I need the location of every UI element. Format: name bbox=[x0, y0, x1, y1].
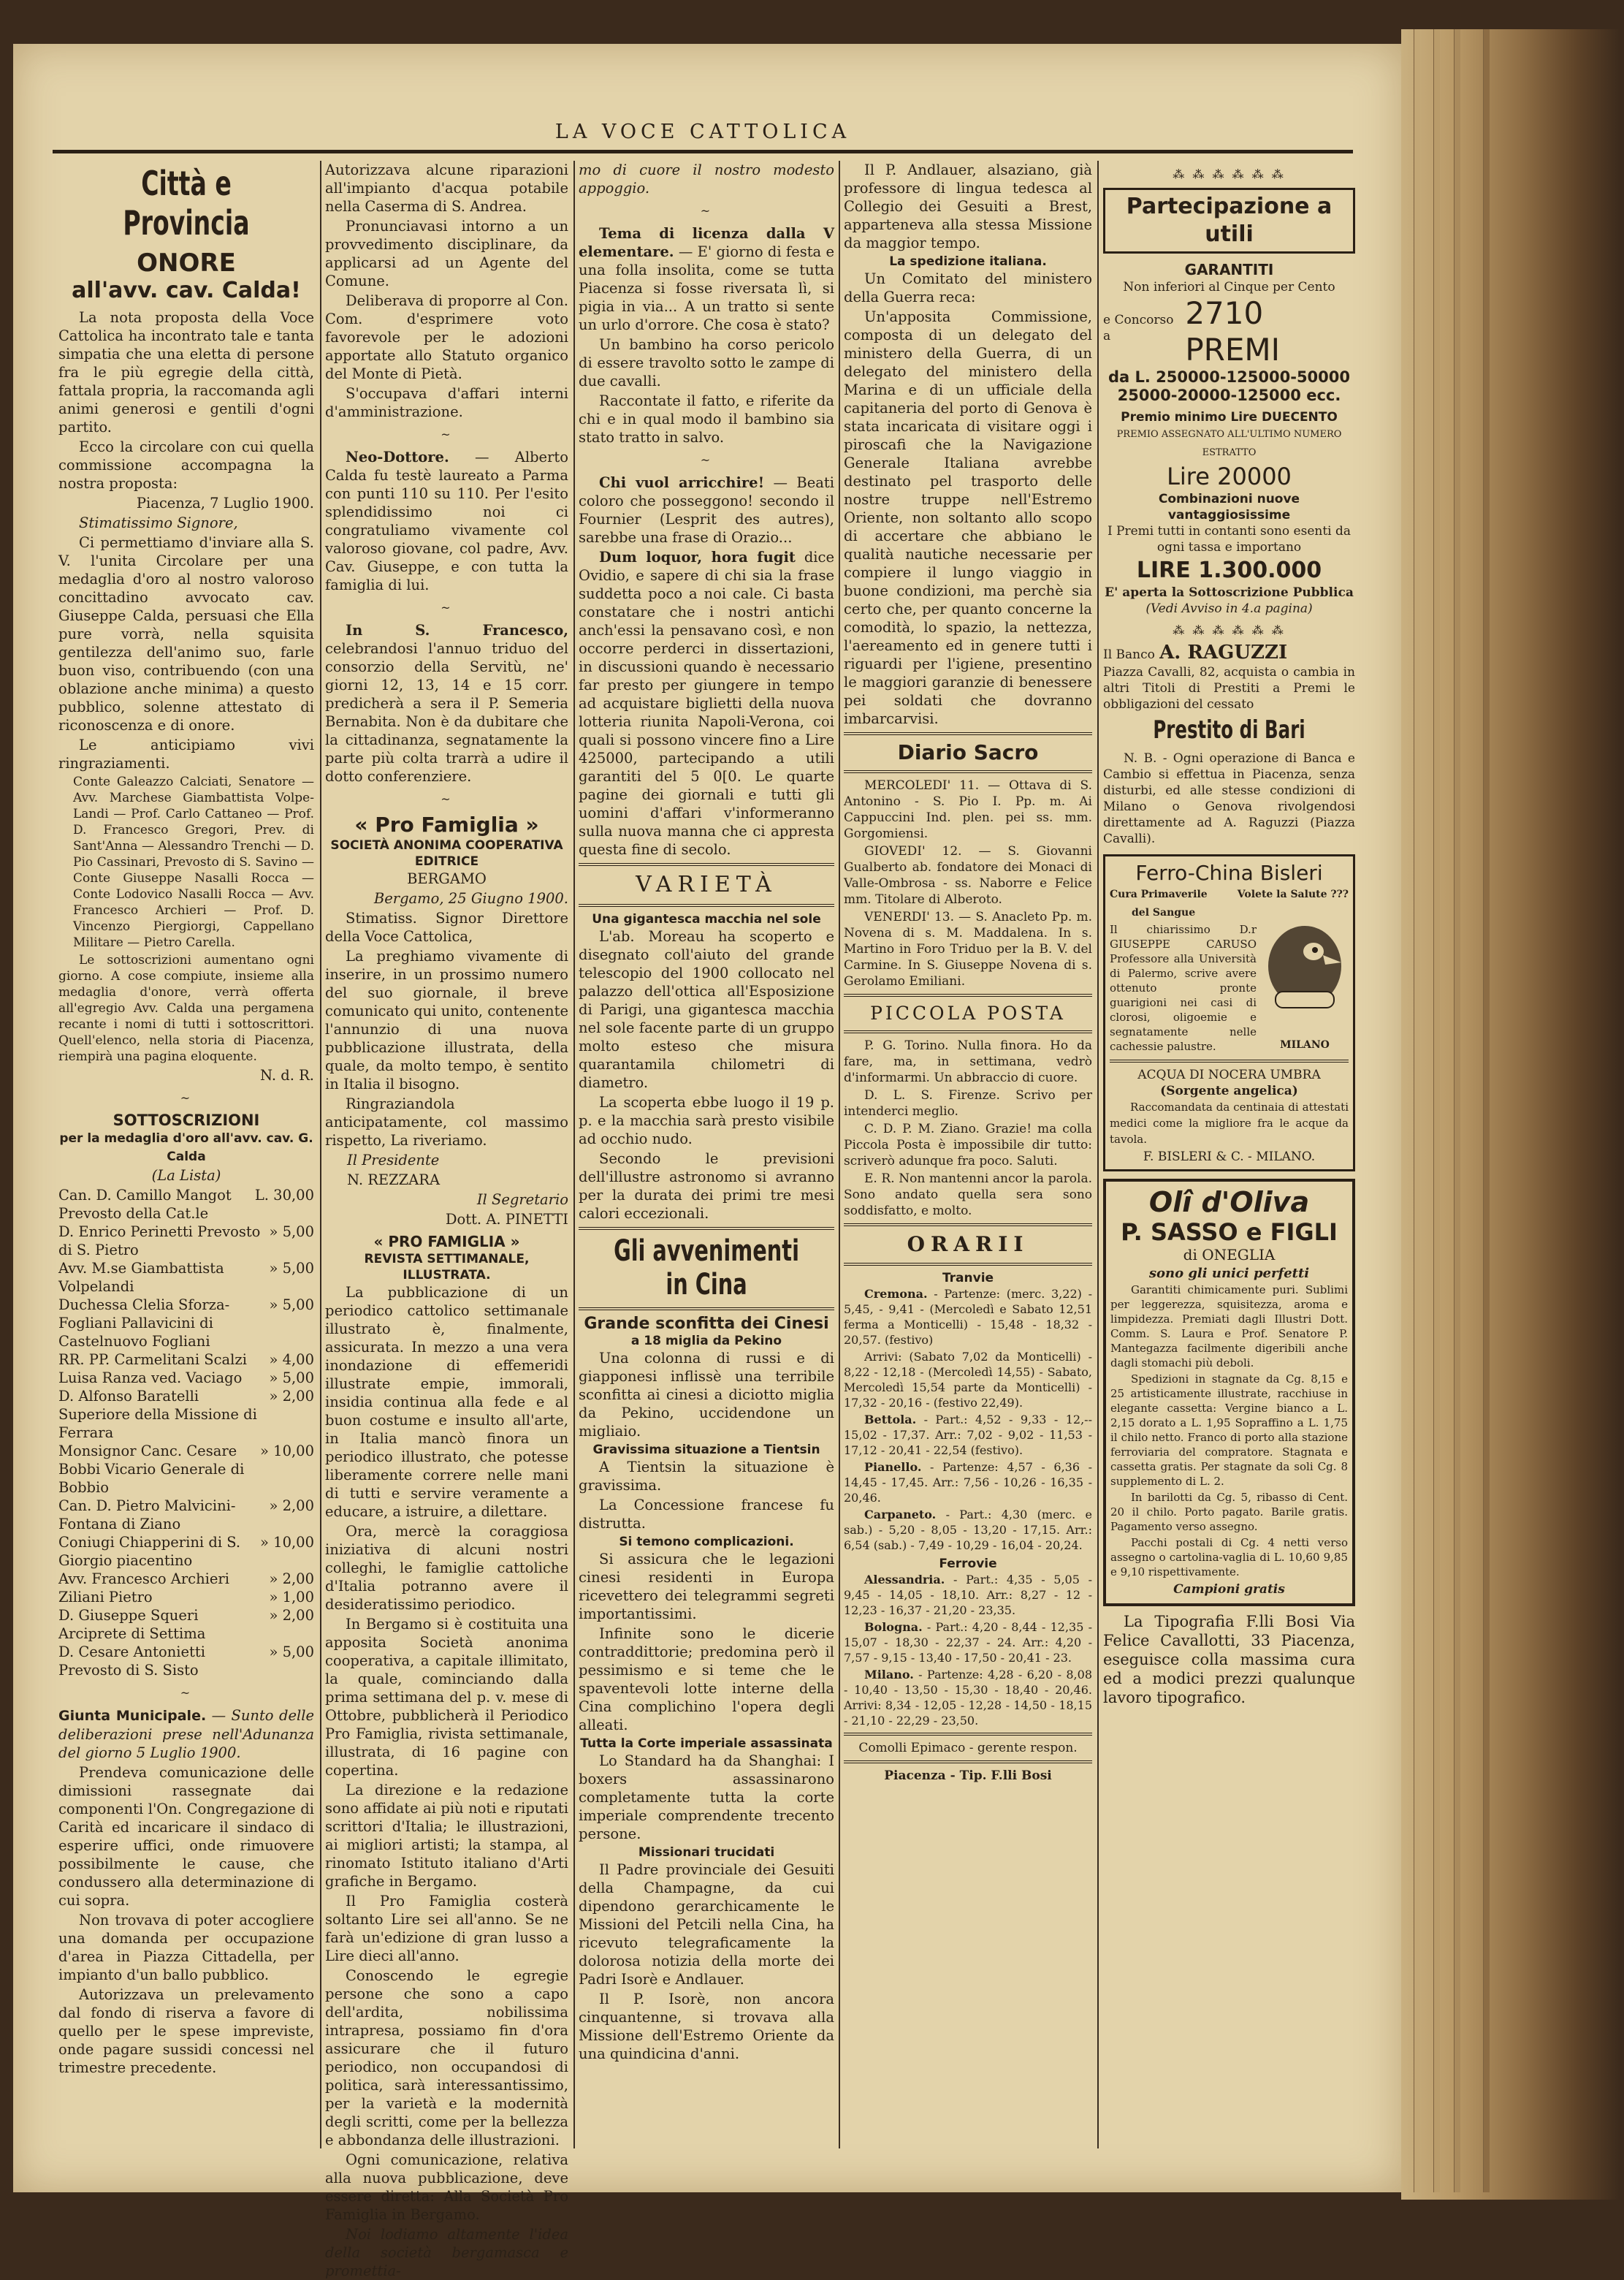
divider: ~ bbox=[441, 428, 453, 441]
concorso-row bbox=[1103, 295, 1355, 368]
premi-amounts: da L. 250000-125000-50000 bbox=[1108, 368, 1351, 386]
sangue-label: del Sangue bbox=[1132, 907, 1196, 919]
tientsin-title: Gravissima situazione a Tientsin bbox=[592, 1443, 820, 1457]
paragraph: Il P. Andlauer, alsaziano, già professore di lingua tedesca al Collegio dei Gesuiti a Brest, apparteneva alla stessa Missione da maggior tempo. bbox=[844, 162, 1092, 251]
president-label: Il Presidente bbox=[347, 1152, 440, 1168]
timetable-place: Cremona. bbox=[864, 1287, 928, 1301]
non-inferiori: Non inferiori al Cinque per Cento bbox=[1123, 280, 1335, 294]
subscription-amount: » 2,00 bbox=[269, 1388, 314, 1405]
timetable-place: Bettola. bbox=[864, 1413, 917, 1426]
divider: ~ bbox=[700, 453, 713, 467]
timetable-times: - Part.: 4,35 - 5,05 - 9,45 - 14,05 - 18,10. Arr.: 8,27 - 12 - 12,23 - 16,37 - 21,20 - 23,35. bbox=[844, 1573, 1092, 1617]
subscription-amount: » 2,00 bbox=[269, 1607, 314, 1624]
tema-title: Tema di licenza dalla V elementare. bbox=[579, 225, 834, 260]
raguzzi-text: Piazza Cavalli, 82, acquista o cambia in altri Titoli di Prestiti a Premi le obbligazioni del cessato bbox=[1103, 665, 1355, 712]
subscription-amount: » 5,00 bbox=[269, 1644, 314, 1660]
rule bbox=[579, 863, 834, 866]
column-separator bbox=[573, 161, 575, 2148]
subscription-row bbox=[58, 1497, 314, 1533]
giunta-title: Giunta Municipale. bbox=[58, 1708, 207, 1724]
subscription-amount: » 5,00 bbox=[269, 1296, 314, 1313]
onore-subtitle: all'avv. cav. Calda! bbox=[72, 278, 301, 303]
dum-loquor-title: Dum loquor, hora fugit bbox=[599, 549, 796, 566]
timetable-times: - Partenze: (merc. 3,22) - 5,45, - 9,41 - (Mercoledì e Sabato 12,51 ferma a Monticelli) - 15,48 - 18,32 - 20,57. (festivo) bbox=[844, 1287, 1092, 1347]
signature: N. d. R. bbox=[260, 1067, 314, 1084]
subscription-row bbox=[58, 1643, 314, 1679]
paragraph: Le sottoscrizioni aumentano ogni giorno. A cose compiute, insieme alla medaglia d'onore, verrà offerta all'egregio Avv. Calda una pergamena recante i nomi di tutti i sottoscrittori. Quell'elenco, nella storia di Piacenza, riempirà una pagina eloquente. bbox=[58, 953, 314, 1064]
bisleri-ad bbox=[1103, 854, 1355, 1171]
oneglia: di ONEGLIA bbox=[1183, 1246, 1276, 1264]
complicazioni-title: Si temono complicazioni. bbox=[619, 1535, 794, 1549]
premio-minimo: Premio minimo Lire DUECENTO bbox=[1121, 410, 1338, 425]
perfetti: sono gli unici perfetti bbox=[1148, 1266, 1310, 1281]
masthead: LA VOCE CATTOLICA bbox=[554, 121, 851, 143]
subscription-amount: L. 30,00 bbox=[254, 1187, 314, 1204]
premio-ultimo: PREMIO ASSEGNATO ALL'ULTIMO NUMERO ESTRATTO bbox=[1116, 429, 1342, 458]
timetable-entry bbox=[844, 1667, 1092, 1728]
diario-title: Diario Sacro bbox=[897, 740, 1039, 764]
subscription-row bbox=[58, 1186, 314, 1223]
partecipazione-title: Partecipazione a utili bbox=[1103, 188, 1355, 254]
paragraph: Prendeva comunicazione delle dimissioni rassegnate dai componenti l'On. Congregazione di Carità ed incaricare il sindaco di esperire uffici, onde rimuovere possibilmente le cause, che condussero alla determinazione di cui sopra. bbox=[58, 1764, 314, 1909]
header-rule bbox=[53, 150, 1353, 153]
subscription-row bbox=[58, 1296, 314, 1350]
subscription-row bbox=[58, 1223, 314, 1259]
subscriber-name: D. Cesare Antonietti Prevosto di S. Sisto bbox=[58, 1644, 205, 1679]
nocera-signature: F. BISLERI & C. - MILANO. bbox=[1143, 1150, 1316, 1164]
tipografia-ad: La Tipografia F.lli Bosi Via Felice Cavallotti, 33 Piacenza, eseguisce colla massima cura ed a modici prezzi qualunque lavoro tipografico. bbox=[1103, 1613, 1355, 1706]
pro-famiglia-subtitle: SOCIETÀ ANONIMA COOPERATIVA EDITRICE bbox=[330, 838, 563, 869]
subscriber-name: D. Alfonso Baratelli Superiore della Missione di Ferrara bbox=[58, 1388, 257, 1441]
timetable-times: - Partenze: 4,57 - 6,36 - 14,45 - 17,45. Arr.: 7,56 - 10,26 - 16,35 - 20,46. bbox=[844, 1460, 1093, 1505]
nota-bene: N. B. - Ogni operazione di Banca e Cambio si effettua in Piacenza, senza disturbi, ed alle stesse condizioni di Milano o Genova rivolgendosi direttamente ad A. Raguzzi (Piazza Cavalli). bbox=[1103, 751, 1355, 846]
prestito-bari: Prestito di Bari bbox=[1153, 715, 1305, 745]
subscription-amount: » 10,00 bbox=[260, 1534, 314, 1551]
gerente: Comolli Epimaco - gerente respon. bbox=[858, 1741, 1078, 1755]
column-2 bbox=[325, 161, 568, 2279]
printer: Piacenza - Tip. F.lli Bosi bbox=[884, 1768, 1052, 1783]
paragraph: Ora, mercè la coraggiosa iniziativa di alcuni nostri colleghi, le famiglie cattoliche d'Italia potranno avere il desideratissimo periodico. bbox=[325, 1523, 568, 1613]
giunta-subtitle: — Sunto delle deliberazioni prese nell'Adunanza del giorno 5 Luglio 1900. bbox=[58, 1707, 314, 1761]
subscriber-name: Luisa Ranza ved. Vaciago bbox=[58, 1369, 243, 1386]
paragraph: L'ab. Moreau ha scoperto e disegnato coll'aiuto del grande telescopio del 1900 collocato nel palazzo dell'ottica all'Esposizione di Parigi, una gigantesca macchia nel sole facente parte di un gruppo molto esteso che misura quarantamila chilometri di diametro. bbox=[579, 928, 834, 1091]
milano-label: MILANO bbox=[1280, 1039, 1330, 1051]
rule bbox=[844, 1223, 1092, 1226]
timetable-times: - Part.: 4,52 - 9,33 - 12,-- 15,02 - 17,37. Arr.: 7,02 - 9,02 - 11,53 - 17,12 - 20,41 - 22,54 (festivo). bbox=[844, 1413, 1092, 1457]
paragraph: La Concessione francese fu distrutta. bbox=[579, 1497, 834, 1532]
divider: ~ bbox=[441, 792, 453, 806]
subscriber-name: Avv. M.se Giambattista Volpelandi bbox=[58, 1260, 224, 1295]
tranvie-list bbox=[844, 1286, 1092, 1553]
subscription-row bbox=[58, 1606, 314, 1643]
column-separator bbox=[1097, 161, 1099, 2148]
subscriber-name: Avv. Francesco Archieri bbox=[58, 1570, 229, 1587]
neo-title: Neo-Dottore. bbox=[346, 449, 449, 466]
posta-title: PICCOLA POSTA bbox=[870, 1003, 1066, 1024]
corte-title: Tutta la Corte imperiale assassinata bbox=[580, 1736, 833, 1751]
paragraph: Deliberava di proporre al Con. Com. d'esprimere voto favorevole per le adozioni apportate allo Statuto organico del Monte di Pietà. bbox=[325, 292, 568, 382]
letter-date: Piacenza, 7 Luglio 1900. bbox=[136, 495, 314, 512]
nocera-subtitle: (Sorgente angelica) bbox=[1160, 1084, 1298, 1098]
sottoscrizione: E' aperta la Sottoscrizione Pubblica bbox=[1105, 585, 1354, 600]
subscriptions-list-label: (La Lista) bbox=[151, 1167, 221, 1184]
ferrovie-list bbox=[844, 1572, 1092, 1728]
premi-text: I Premi tutti in contanti sono esenti da ogni tassa e importano bbox=[1107, 524, 1352, 555]
subscriber-name: Coniugi Chiapperini di S. Giorgio piacentino bbox=[58, 1534, 241, 1569]
divider: ~ bbox=[180, 1091, 193, 1105]
subscription-amount: » 5,00 bbox=[269, 1369, 314, 1386]
onore-title: ONORE bbox=[137, 248, 236, 278]
column-3 bbox=[579, 161, 834, 2148]
raguzzi-name: A. RAGUZZI bbox=[1159, 642, 1288, 664]
subscriber-name: D. Giuseppe Squeri Arciprete di Settima bbox=[58, 1607, 206, 1642]
timetable-entry bbox=[844, 1459, 1092, 1505]
subscription-amount: » 10,00 bbox=[260, 1443, 314, 1459]
timetable-times: Arrivi: (Sabato 7,02 da Monticelli) - 8,22 - 12,18 - (Mercoledì 14,55) - Sabato, Mercoledì 15,54 parte da Monticelli) - 17,32 - 20,16 - (festivo 22,49). bbox=[844, 1350, 1092, 1410]
nocera-text: Raccomandata da centinaia di attestati medici come la migliore fra le acque da tavola. bbox=[1110, 1101, 1349, 1146]
pro-famiglia-title-2: « PRO FAMIGLIA » bbox=[373, 1233, 520, 1250]
missionari-title: Missionari trucidati bbox=[638, 1845, 775, 1860]
olio-ad bbox=[1103, 1179, 1355, 1606]
subscription-row bbox=[58, 1588, 314, 1606]
secretary-name: Dott. A. PINETTI bbox=[445, 1211, 568, 1228]
olio-text: Spedizioni in stagnate da Cg. 8,15 e 25 artisticamente illustrate, racchiuse in elegante cassetta: Vergine bianco a L. 2,15 dorato a L. 1,95 Sopraffino a L. 1,75 il chilo netto. Franco di porto alla stazione ferroviaria del compratore. Stagnata e cassetta gratis. Per stagnate da soli Cg. 8 supplemento di L. 2. bbox=[1110, 1372, 1348, 1488]
pro-famiglia-subtitle-2: REVISTA SETTIMANALE, ILLUSTRATA. bbox=[364, 1252, 530, 1282]
posta-entry: E. R. Non mantenni ancor la parola. Sono andato quella sera sono soddisfatto, e molto. bbox=[844, 1171, 1092, 1218]
paragraph: Ogni comunicazione, relativa alla nuova pubblicazione, deve essere diretta: Alla Società Pro Famiglia in Bergamo. bbox=[325, 2151, 568, 2223]
orari-title: ORARII bbox=[907, 1232, 1029, 1256]
paragraph: Non trovava di poter accogliere una domanda per occupazione d'area in Piazza Cittadella, per impianto d'un ballo pubblico. bbox=[58, 1912, 314, 1983]
subscription-row bbox=[58, 1369, 314, 1387]
timetable-entry bbox=[844, 1286, 1092, 1348]
subscriber-name: Can. D. Camillo Mangot Prevosto della Cat.le bbox=[58, 1187, 232, 1222]
column-separator bbox=[320, 161, 321, 2148]
tema-text: — E' giorno di festa e una folla insolita, come se tutta Piacenza si fosse riversata lì, si pigia in via... A un tratto si sente un urlo d'orrore. Che cosa è stato? bbox=[579, 243, 834, 333]
tranvie-title: Tranvie bbox=[942, 1271, 994, 1285]
diario-entry: MERCOLEDI' 11. — Ottava di S. Antonino - S. Pio I. Pp. m. Ai Cappuccini Ind. plen. pei ss. mm. Gorgomiensi. bbox=[844, 778, 1092, 841]
olio-text: In barilotti da Cg. 5, ribasso di Cent. 20 il chilo. Porto pagato. Barile gratis. Pagamento verso assegno. bbox=[1110, 1491, 1348, 1533]
diario-entry: GIOVEDI' 12. — S. Giovanni Gualberto ab. fondatore dei Monaci di Valle-Ombrosa - ss. Naborre e Felice mm. Titolare di Alberoto. bbox=[844, 844, 1092, 907]
rule bbox=[844, 1760, 1092, 1763]
rule bbox=[844, 1733, 1092, 1736]
president-name: N. REZZARA bbox=[347, 1171, 441, 1188]
paragraph: La scoperta ebbe luogo il 19 p. p. e la macchia sarà presto visibile ad occhio nudo. bbox=[579, 1094, 834, 1147]
ornament: ⁂ ⁂ ⁂ ⁂ ⁂ ⁂ bbox=[1173, 167, 1286, 181]
timetable-times: - Partenze: 4,28 - 6,20 - 8,08 - 10,40 - 13,50 - 15,30 - 18,40 - 20,46. Arrivi: 8,34 - 12,05 - 12,28 - 14,50 - 18,15 - 21,10 - 22,29 - 23,50. bbox=[844, 1668, 1092, 1728]
rule bbox=[579, 1227, 834, 1230]
rule bbox=[844, 770, 1092, 773]
secretary-label: Il Segretario bbox=[476, 1191, 568, 1208]
rule bbox=[844, 994, 1092, 997]
posta-entry: D. L. S. Firenze. Scrivo per intenderci meglio. bbox=[844, 1088, 1092, 1119]
spedizione-title: La spedizione italiana. bbox=[889, 254, 1047, 269]
ferrovie-title: Ferrovie bbox=[939, 1557, 997, 1571]
column-4 bbox=[844, 161, 1092, 2148]
cina-title: Gli avvenimenti in Cina bbox=[614, 1234, 799, 1302]
paragraph: Il Padre provinciale dei Gesuiti della Champagne, da cui dipendono gerarchicamente le Missioni del Petcili nella Cina, ha ricevuto telegraficamente la dolorosa notizia della morte dei Padri Isorè e Andlauer. bbox=[579, 1861, 834, 1988]
subscriptions-subtitle: per la medaglia d'oro all'avv. cav. G. Calda bbox=[59, 1131, 313, 1164]
garantiti: GARANTITI bbox=[1184, 261, 1274, 278]
rule bbox=[844, 732, 1092, 735]
timetable-times: - Part.: 4,20 - 8,44 - 12,35 - 15,07 - 18,30 - 22,37 - 24. Arr.: 4,20 - 7,57 - 9,15 - 13,40 - 17,50 - 20,41 - 23. bbox=[844, 1620, 1092, 1665]
paragraph: Si assicura che le legazioni cinesi residenti in Europa ricevettero dei telegrammi segreti importantissimi. bbox=[579, 1551, 834, 1622]
rule bbox=[579, 904, 834, 907]
paragraph: La pubblicazione di un periodico cattolico settimanale illustrato è, finalmente, assicurata. In mezzo a una vera inondazione di effemeridi illustrate empie, immorali, insidia continua alla fede e al buon costume e insulto all'arte, in Italia mancò finora un periodico illustrato, che potesse liberamente correre nelle mani di tutti e servire veramente a educare, a istruire, a dilettare. bbox=[325, 1284, 568, 1520]
paragraph: La direzione e la redazione sono affidate ai più noti e riputati scrittori d'Italia; le illustrazioni, ai migliori artisti; la stampa, al rinomato Istituto italiano d'Arti grafiche in Bergamo. bbox=[325, 1782, 568, 1890]
gigantesca-title: Una gigantesca macchia nel sole bbox=[592, 912, 821, 927]
paragraph: Un'apposita Commissione, composta di un delegato del ministero della Guerra, di un delegato del ministero della Marina e di un ufficiale della capitaneria del porto di Genova è stata incaricata di visitare oggi i piroscafi che la Navigazione Generale Italiana avrebbe destinato pel trasporto delle nostre truppe nell'Estremo Oriente, non soltanto allo scopo di accertare che abbiano le qualità nautiche necessarie per compiere il lungo viaggio in buone condizioni, ma perchè sia certo che, per quanto concerne la comodità, lo spazio, la nettezza, l'aereamento ed in genere tutti i riguardi per l'igiene, presentino le maggiori garanzie di benessere pei soldati che dovranno imbarcarvisi. bbox=[844, 308, 1092, 727]
paragraph: Autorizzava un prelevamento dal fondo di riserva a favore di quello per le spese impreviste, onde pagare sussidi concessi nel trimestre precedente. bbox=[58, 1986, 314, 2076]
subscription-amount: » 4,00 bbox=[269, 1351, 314, 1368]
committee-list: Conte Galeazzo Calciati, Senatore — Avv. Marchese Giambattista Volpe-Landi — Prof. Carlo Cattaneo — Prof. D. Francesco Gregori, Prev. di Sant'Anna — Alessandro Trenchi — D. Pio Cassinari, Prevosto di S. Savino — Conte Giuseppe Nasalli Rocca — Conte Lodovico Nasalli Rocca — Avv. Francesco Archieri — Prof. D. Vincenzo Piergiorgi, Cappellano Militare — Pietro Carella. bbox=[73, 775, 314, 950]
diario-entry: VENERDI' 13. — S. Anacleto Pp. m. Novena di s. M. Maddalena. In s. Martino in Foro Triduo per la B. V. del Carmine. In S. Giuseppe Novena di s. Gerolamo Emiliani. bbox=[844, 910, 1092, 989]
banco-label: Il Banco bbox=[1103, 647, 1155, 662]
page-edge bbox=[1483, 29, 1490, 2192]
column-5-ads bbox=[1103, 161, 1355, 2148]
campioni: Campioni gratis bbox=[1173, 1582, 1285, 1597]
section-title: Città e Provincia bbox=[123, 164, 250, 243]
combinazioni: Combinazioni nuove vantaggiosissime bbox=[1158, 492, 1300, 522]
page-edge bbox=[1454, 29, 1460, 2192]
paragraph: A Tientsin la situazione è gravissima. bbox=[579, 1459, 834, 1494]
timetable-entry bbox=[844, 1349, 1092, 1410]
subscription-row bbox=[58, 1533, 314, 1570]
premi-amounts-2: 25000-20000-125000 ecc. bbox=[1117, 387, 1341, 404]
neo-text: — Alberto Calda fu testè laureato a Parma con punti 110 su 110. Per l'esito splendidissimo noi ci congratuliamo vivamente col valoroso giovane, col padre, Avv. Cav. Giuseppe, e con tutta la famiglia di lui. bbox=[325, 449, 568, 593]
eagle-emblem-icon bbox=[1261, 922, 1349, 1032]
pro-famiglia-title: « Pro Famiglia » bbox=[354, 813, 539, 837]
timetable-entry bbox=[844, 1572, 1092, 1618]
vedi-avviso: (Vedi Avviso in 4.a pagina) bbox=[1145, 601, 1313, 616]
posta-entry: P. G. Torino. Nulla finora. Ho da fare, ma, in settimana, vedrò d'informarmi. Un abbraccio di cuore. bbox=[844, 1038, 1092, 1085]
paragraph: Raccontate il fatto, e riferite da chi e in qual modo il bambino sia stato tratto in salvo. bbox=[579, 392, 834, 446]
divider: ~ bbox=[700, 204, 713, 218]
paragraph: La preghiamo vivamente di inserire, in un prossimo numero del suo giornale, il breve comunicato qui unito, contenente l'annunzio di una nuova pubblicazione illustrata, della quale, da molto tempo, è sentito in Italia il bisogno. bbox=[325, 948, 568, 1092]
sconfitta-title: Grande sconfitta dei Cinesi bbox=[584, 1315, 829, 1333]
subscriptions-title: SOTTOSCRIZIONI bbox=[113, 1112, 260, 1129]
timetable-entry bbox=[844, 1507, 1092, 1553]
paragraph: mo di cuore il nostro modesto appoggio. bbox=[579, 162, 834, 197]
paragraph: Il P. Isorè, non ancora cinquantenne, si trovava alla Missione dell'Estremo Oriente da una quindicina d'anni. bbox=[579, 1991, 834, 2062]
premi-count: 2710 PREMI bbox=[1185, 295, 1280, 368]
olio-text: Pacchi postali di Cg. 4 netti verso assegno o cartolina-vaglia di L. 10,60 9,85 e 9,10 rispettivamente. bbox=[1110, 1536, 1348, 1578]
paragraph: Ringraziandola anticipatamente, col massimo rispetto, La riveriamo. bbox=[325, 1095, 568, 1149]
subscription-amount: » 2,00 bbox=[269, 1570, 314, 1587]
concorso-label: e Concorso a bbox=[1103, 313, 1174, 343]
subscription-row bbox=[58, 1387, 314, 1442]
paragraph: Ci permettiamo d'inviare alla S. V. l'unita Circolare per una medaglia d'oro al nostro valoroso concittadino avvocato cav. Giuseppe Calda, persuasi che Ella pure vorrà, nella squisita gentilezza dell'animo suo, farle buon viso, contribuendo (con una oblazione anche minima) a questo pubblico, solenne attestato di riconoscenza e di onore. bbox=[58, 534, 314, 734]
pro-famiglia-city: BERGAMO bbox=[407, 870, 487, 887]
timetable-place: Carpaneto. bbox=[864, 1508, 937, 1521]
paragraph: Un bambino ha corso pericolo di essere travolto sotto le zampe di due cavalli. bbox=[579, 336, 834, 390]
paragraph: In Bergamo si è costituita una apposita Società anonima cooperativa, a capitale illimitato, la quale, cominciando dalla prima settimana del p. v. mese di Ottobre, pubblicherà il Periodico Pro Famiglia, rivista settimanale, illustrata, di 16 pagine con copertina. bbox=[325, 1616, 568, 1779]
paragraph: Autorizzava alcune riparazioni all'impianto d'acqua potabile nella Caserma di S. Andrea. bbox=[325, 162, 568, 215]
subscription-amount: » 1,00 bbox=[269, 1589, 314, 1606]
volete-label: Volete la Salute ??? bbox=[1237, 889, 1349, 900]
paragraph: Conoscendo le egregie persone che sono a capo dell'ardita, nobilissima intrapresa, possiamo fin d'ora assicurare che il futuro periodico, non occupandosi di politica, sarà interessantissimo, per la varietà e la modernità degli scritti, come per la bellezza e abbondanza delle illustrazioni. bbox=[325, 1967, 568, 2148]
sf-title: In S. Francesco, bbox=[346, 622, 568, 639]
cura-label: Cura Primaverile bbox=[1110, 889, 1208, 900]
subscription-row bbox=[58, 1570, 314, 1588]
paragraph: S'occupava d'affari interni d'amministrazione. bbox=[325, 385, 568, 420]
subscription-row bbox=[58, 1442, 314, 1497]
subscriber-name: Duchessa Clelia Sforza-Fogliani Pallavicini di Castelnuovo Fogliani bbox=[58, 1296, 230, 1350]
lire-20000: Lire 20000 bbox=[1167, 463, 1292, 490]
sconfitta-subtitle: a 18 miglia da Pekino bbox=[630, 1334, 782, 1348]
subscriber-name: Ziliani Pietro bbox=[58, 1589, 153, 1606]
nocera-title: ACQUA DI NOCERA UMBRA bbox=[1137, 1068, 1321, 1082]
paragraph: Secondo le previsioni dell'illustre astronomo si avranno per la durata dei primi tre mesi calori eccezionali. bbox=[579, 1150, 834, 1222]
varieta-title: VARIETÀ bbox=[636, 872, 777, 897]
subscription-amount: » 5,00 bbox=[269, 1260, 314, 1277]
sasso-name: P. SASSO e FIGLI bbox=[1121, 1218, 1338, 1246]
olio-text: Garantiti chimicamente puri. Sublimi per leggerezza, squisitezza, aroma e limpidezza. Premiati dagli Illustri Dott. Comm. S. Laura e Prof. Senatore P. Mantegazza facilmente digeribili anche dagli stomachi più deboli. bbox=[1110, 1283, 1348, 1369]
bisleri-title: Ferro-China Bisleri bbox=[1135, 861, 1323, 885]
page-header bbox=[53, 121, 1353, 150]
divider: ~ bbox=[441, 601, 453, 615]
letter-date: Bergamo, 25 Giugno 1900. bbox=[373, 890, 568, 907]
paragraph: Infinite sono le dicerie contraddittorie; predomina però il pessimismo e si teme che le spaventevoli lotte interne della Cina complichino l'opera degli alleati. bbox=[579, 1625, 834, 1733]
rule bbox=[1110, 1060, 1349, 1063]
subscription-row bbox=[58, 1350, 314, 1369]
arricchire-title: Chi vuol arricchire! bbox=[599, 474, 765, 491]
subscription-row bbox=[58, 1259, 314, 1296]
timetable-place: Bologna. bbox=[864, 1620, 923, 1634]
ornament: ⁂ ⁂ ⁂ ⁂ ⁂ ⁂ bbox=[1173, 623, 1286, 637]
paragraph: Noi lodiamo altamente l'idea della società bergamasca e promettia- bbox=[325, 2226, 568, 2279]
paragraph: Il Pro Famiglia costerà soltanto Lire sei all'anno. Se ne farà un'edizione di gran lusso a Lire dieci all'anno. bbox=[325, 1893, 568, 1964]
paragraph: Una colonna di russi e di giapponesi inflissè una terribile sconfitta ai cinesi a diciotto miglia da Pekino, uccidendone un migliaio. bbox=[579, 1350, 834, 1440]
rule bbox=[579, 1307, 834, 1310]
rule bbox=[844, 1263, 1092, 1266]
arricchire-text: — Beati coloro che posseggono! secondo il Fournier (Lesprit des autres), sarebbe una frase di Orazio... bbox=[579, 474, 834, 546]
paragraph: Un Comitato del ministero della Guerra reca: bbox=[844, 270, 1092, 305]
timetable-place: Alessandria. bbox=[864, 1573, 945, 1586]
bisleri-text: Il chiarissimo D.r GIUSEPPE CARUSO Professore alla Università di Palermo, scrive avere ottenuto pronte guarigioni nei casi di clorosi, oligoemie e segnatamente nelle cachessie palustre. bbox=[1110, 923, 1257, 1053]
column-1 bbox=[58, 161, 314, 2148]
paragraph: Pronunciavasi intorno a un provvedimento disciplinare, da applicarsi ad un Agente del Comune. bbox=[325, 218, 568, 289]
subscriptions-list bbox=[58, 1186, 314, 1679]
subscriber-name: Can. D. Pietro Malvicini-Fontana di Ziano bbox=[58, 1497, 236, 1532]
bisleri-taglines bbox=[1110, 886, 1349, 904]
posta-entry: C. D. P. M. Ziano. Grazie! ma colla Piccola Posta è impossibile dir tutto: scriverò adunque fra poco. Saluti. bbox=[844, 1122, 1092, 1168]
divider: ~ bbox=[180, 1686, 193, 1700]
olio-title: Olî d'Oliva bbox=[1148, 1186, 1310, 1218]
paragraph: La nota proposta della Voce Cattolica ha incontrato tale e tanta simpatia che una eletta di persone fra le più egregie della città, fattala propria, la raccomanda agli animi generosi e gentili d'ogni partito. bbox=[58, 309, 314, 436]
timetable-entry bbox=[844, 1619, 1092, 1665]
subscription-amount: » 2,00 bbox=[269, 1497, 314, 1514]
timetable-entry bbox=[844, 1412, 1092, 1458]
dum-loquor-text: dice Ovidio, e sapere di chi sia la frase suddetta poco a noi cale. Ci basta constatare che i nostri antichi anch'essi la pensavano così, e non occorre perderci in dissertazioni, in discussioni quando è necessario far presto per giungere in tempo ad acquistare biglietti della nuova lotteria riunita Napoli-Verona, coi quali si possono vincere fino a Lire 425000, partecipando a utili garantiti del 5 0[0. Le quarte pagine dei giornali e tutti gli uomini d'affari v'informeranno sulla nuova manna che ci appresta questa fine di secolo. bbox=[579, 549, 834, 858]
subscriber-name: Monsignor Canc. Cesare Bobbi Vicario Generale di Bobbio bbox=[58, 1443, 245, 1496]
subscriber-name: RR. PP. Carmelitani Scalzi bbox=[58, 1351, 247, 1368]
sf-text: celebrandosi l'annuo triduo del consorzio della Servitù, ne' giorni 12, 13, 14 e 15 corr. predicherà a sera il P. Semeria Bernabita. Non è da dubitare che la cittadinanza, segnatamente la parte più colta trarrà a udire il dotto conferenziere. bbox=[325, 640, 568, 785]
paragraph: Le anticipiamo vivi ringraziamenti. bbox=[58, 737, 314, 772]
lire-1300000: LIRE 1.300.000 bbox=[1136, 558, 1322, 583]
page-edge bbox=[1433, 29, 1440, 2192]
column-separator bbox=[839, 161, 840, 2148]
timetable-place: Pianello. bbox=[864, 1460, 922, 1474]
subscription-amount: » 5,00 bbox=[269, 1223, 314, 1240]
page-edge bbox=[1414, 29, 1420, 2192]
salutation: Stimatissimo Signore, bbox=[79, 514, 238, 531]
timetable-place: Milano. bbox=[864, 1668, 914, 1682]
timetable-times: - Part.: 4,30 (merc. e sab.) - 5,20 - 8,05 - 13,20 - 17,15. Arr.: 6,54 (sab.) - 7,49 - 10,29 - 16,04 - 20,24. bbox=[844, 1508, 1092, 1552]
rule bbox=[844, 1030, 1092, 1033]
paragraph: Lo Standard ha da Shanghai: I boxers assassinarono completamente tutta la corte imperiale comprendente trecento persone. bbox=[579, 1752, 834, 1842]
letter-address: Stimatiss. Signor Direttore della Voce Cattolica, bbox=[325, 910, 568, 945]
subscriber-name: D. Enrico Perinetti Prevosto di S. Pietro bbox=[58, 1223, 261, 1258]
paragraph: Ecco la circolare con cui quella commissione accompagna la nostra proposta: bbox=[58, 438, 314, 492]
